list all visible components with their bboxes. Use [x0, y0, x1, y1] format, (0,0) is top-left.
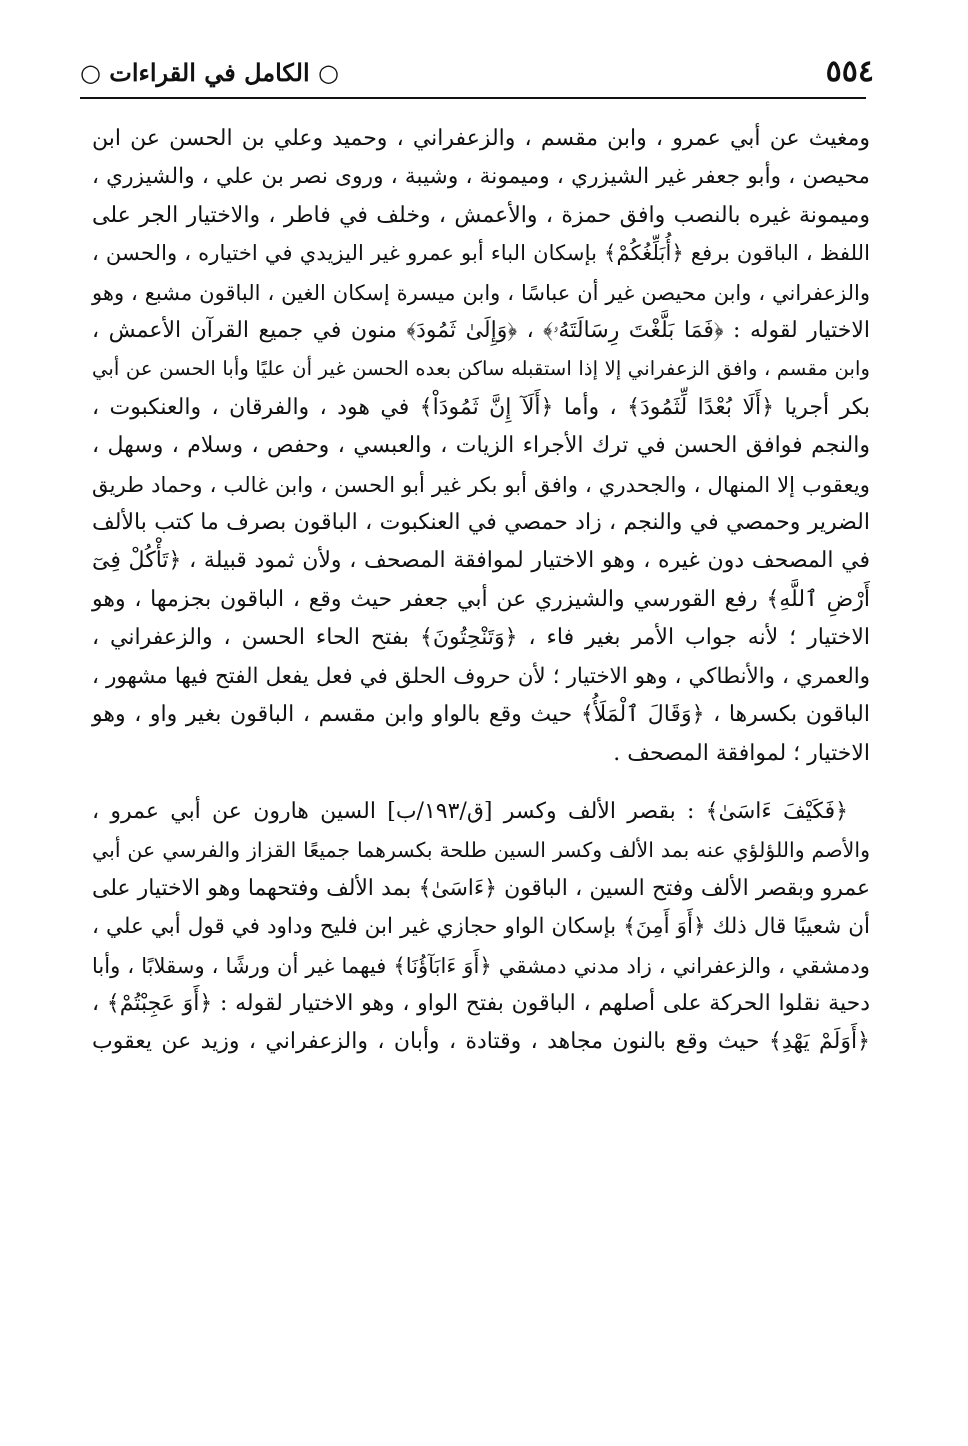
text-line: أن شعيبًا قال ذلك ﴿أَوَ أَمِنَ﴾ بإسكان الواو حجازي غير ابن فليح وداود في قول أبي علي ،: [92, 914, 870, 940]
text-line: ﴿فَكَيْفَ ءَاسَىٰ﴾ : بقصر الألف وكسر [ق/١٩٣/ب] السين هارون عن أبي عمرو ،: [92, 798, 848, 824]
text-line: والعمري ، والأنطاكي ، وهو الاختيار ؛ لأن حروف الحلق في فعل يفعل الفتح فيها مشهور ،: [92, 663, 870, 689]
text-line: والنجم فوافق الحسن في ترك الأجراء الزيات ، والعبسي ، وحفص ، وسلام ، وسهل ،: [92, 433, 870, 459]
text-line: ودمشقي ، والزعفراني ، زاد مدني دمشقي ﴿أَوَ ءَابَآؤُنَا﴾ فيهما غير أن ورشًا ، وسقلابًا ، وأبا: [92, 952, 870, 978]
page-header: [80, 52, 874, 96]
text-line: الضرير وحمصي في والنجم ، زاد حمصي في العنكبوت ، الباقون بصرف ما كتب بالألف: [92, 510, 870, 536]
header-rule: [80, 97, 866, 99]
text-line: ﴿أَوَلَمْ يَهْدِ﴾ حيث وقع بالنون مجاهد ، وقتادة ، وأبان ، والزعفراني ، وزيد عن يعقوب: [92, 1029, 870, 1055]
text-line: ويعقوب إلا المنهال ، والجحدري ، وافق أبو بكر غير أبو الحسن ، وابن غالب ، وحماد طريق: [92, 471, 870, 497]
text-line: بكر أجريا ﴿أَلَا بُعْدًا لِّثَمُودَ﴾ ، وأما ﴿أَلَآ إِنَّ ثَمُودَاْ﴾ في هود ، والفرقان ، والعنكبوت ،: [92, 394, 870, 420]
page-number: ٥٥٤: [825, 54, 874, 89]
running-title: ○ الكامل في القراءات ○: [80, 58, 339, 87]
text-line: وميمونة غيره بالنصب وافق حمزة ، والأعمش ، وخلف في فاطر ، والاختيار الجر على: [92, 202, 870, 228]
text-line: الاختيار ؛ لأنه جواب الأمر بغير فاء ، ﴿وَتَنْحِتُونَ﴾ بفتح الحاء الحسن ، والزعفراني ،: [92, 625, 870, 651]
text-line: وابن مقسم ، وافق الزعفراني إلا إذا استقبله ساكن بعده الحسن غير أن عليًا وأبا الحسن عن أبي: [92, 357, 870, 381]
text-line: محيصن ، وأبو جعفر غير الشيزري ، وميمونة ، وشيبة ، وروى نصر بن علي ، والشيزري ،: [92, 164, 870, 190]
body-text: [92, 120, 870, 1062]
text-line: الاختيار لقوله : ﴿فَمَا بَلَّغْتَ رِسَالَتَهُۥ﴾ ، ﴿وَإِلَىٰ ثَمُودَ﴾ منون في جميع القرآن الأعمش ،: [92, 318, 870, 344]
text-line: في المصحف دون غيره ، وهو الاختيار لموافقة المصحف ، ولأن ثمود قبيلة ، ﴿تَأْكُلْ فِىٓ: [92, 548, 870, 574]
text-line: الباقون بكسرها ، ﴿وَقَالَ ٱلْمَلَأُ﴾ حيث وقع بالواو وابن مقسم ، الباقون بغير واو ، وهو: [92, 702, 870, 728]
paragraph-1: [92, 120, 870, 773]
text-line: ومغيث عن أبي عمرو ، وابن مقسم ، والزعفراني ، وحميد وعلي بن الحسن عن ابن: [92, 126, 870, 151]
text-line: والزعفراني ، وابن محيصن غير أن عباسًا ، وابن ميسرة إسكان الغين ، الباقون مشبع ، وهو: [92, 279, 870, 305]
text-line: أَرْضِ ٱللَّهِ﴾ رفع القورسي والشيزري عن أبي جعفر حيث وقع ، الباقون بجزمها ، وهو: [92, 586, 870, 612]
text-line: اللفظ ، الباقون برفع ﴿أُبَلِّغُكُمْ﴾ بإسكان الباء أبو عمرو غير اليزيدي في اختياره ، والحسن ،: [92, 241, 870, 267]
text-line: الاختيار ؛ لموافقة المصحف .: [613, 740, 870, 766]
text-line: والأصم واللؤلؤي عنه بمد الألف وكسر السين طلحة بكسرهما جميعًا القزاز والفرسي عن أبي: [92, 838, 870, 863]
text-line: عمرو وبقصر الألف وفتح السين ، الباقون ﴿ءَاسَىٰ﴾ بمد الألف وفتحهما وهو الاختيار على: [92, 875, 870, 901]
paragraph-2: [92, 793, 870, 1062]
text-line: دحية نقلوا الحركة على أصلهم ، الباقون بفتح الواو ، وهو الاختيار لقوله : ﴿أَوَ عَجِبْتُمْ﴾ ،: [92, 990, 870, 1016]
